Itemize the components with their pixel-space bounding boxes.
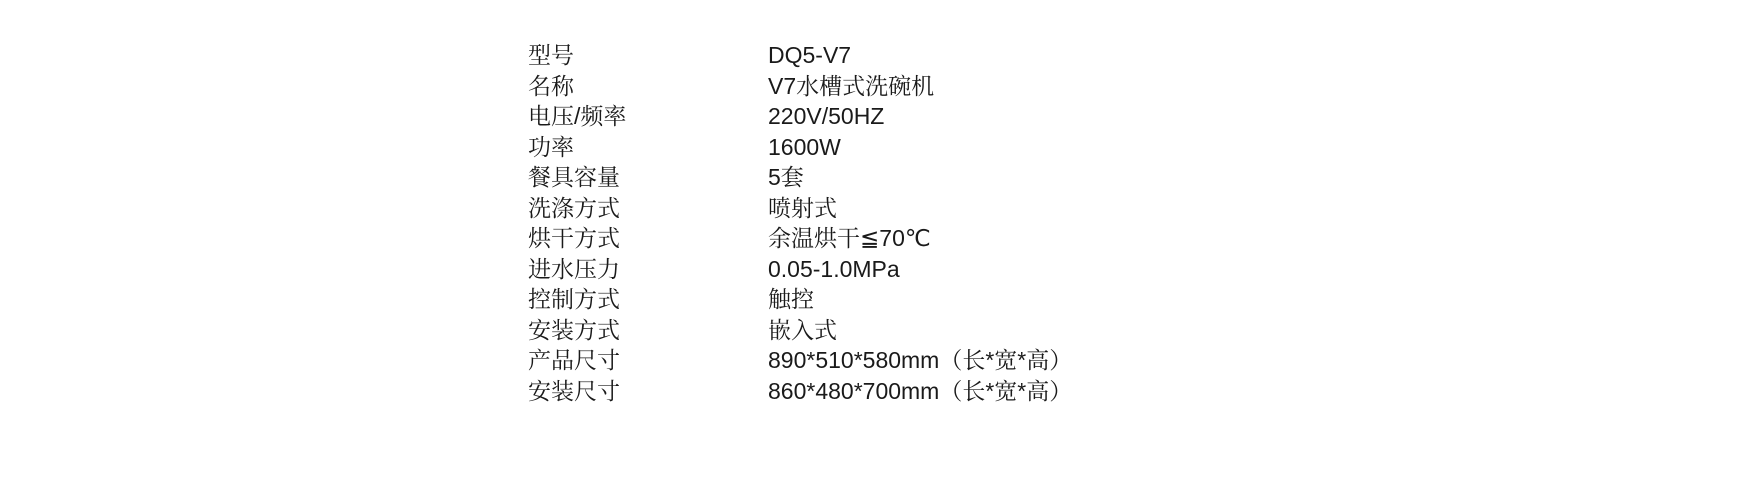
spec-label: 名称	[528, 72, 574, 99]
spec-label: 产品尺寸	[528, 347, 620, 373]
spec-label: 控制方式	[528, 286, 620, 312]
spec-value: 余温烘干≦70℃	[768, 225, 931, 251]
spec-value: 触控	[768, 286, 814, 312]
spec-value: DQ5-V7	[768, 42, 852, 68]
table-row	[528, 345, 1628, 376]
product-spec-table	[528, 40, 1628, 406]
spec-value: 890*510*580mm（长*宽*高）	[768, 347, 1073, 373]
spec-value: V7水槽式洗碗机	[768, 72, 935, 99]
table-row	[528, 254, 1628, 285]
spec-value: 0.05-1.0MPa	[768, 255, 900, 282]
spec-value: 喷射式	[768, 194, 837, 221]
table-row	[528, 193, 1628, 224]
spec-value: 5套	[768, 164, 804, 190]
table-row	[528, 162, 1628, 193]
spec-value: 嵌入式	[768, 316, 837, 343]
table-row	[528, 132, 1628, 163]
spec-label: 进水压力	[528, 255, 620, 282]
spec-label: 型号	[528, 42, 574, 68]
spec-label: 烘干方式	[528, 225, 620, 251]
spec-label: 电压/频率	[528, 103, 627, 129]
table-row	[528, 101, 1628, 132]
table-row	[528, 40, 1628, 71]
spec-label: 洗涤方式	[528, 194, 620, 221]
spec-value: 220V/50HZ	[768, 103, 885, 129]
table-row	[528, 315, 1628, 346]
table-row	[528, 223, 1628, 254]
spec-label: 安装尺寸	[528, 377, 620, 404]
spec-value: 860*480*700mm（长*宽*高）	[768, 377, 1073, 404]
spec-label: 功率	[528, 133, 574, 160]
spec-label: 安装方式	[528, 316, 620, 343]
table-row	[528, 376, 1628, 407]
spec-value: 1600W	[768, 133, 841, 160]
table-row	[528, 284, 1628, 315]
spec-label: 餐具容量	[528, 164, 620, 190]
table-row	[528, 71, 1628, 102]
